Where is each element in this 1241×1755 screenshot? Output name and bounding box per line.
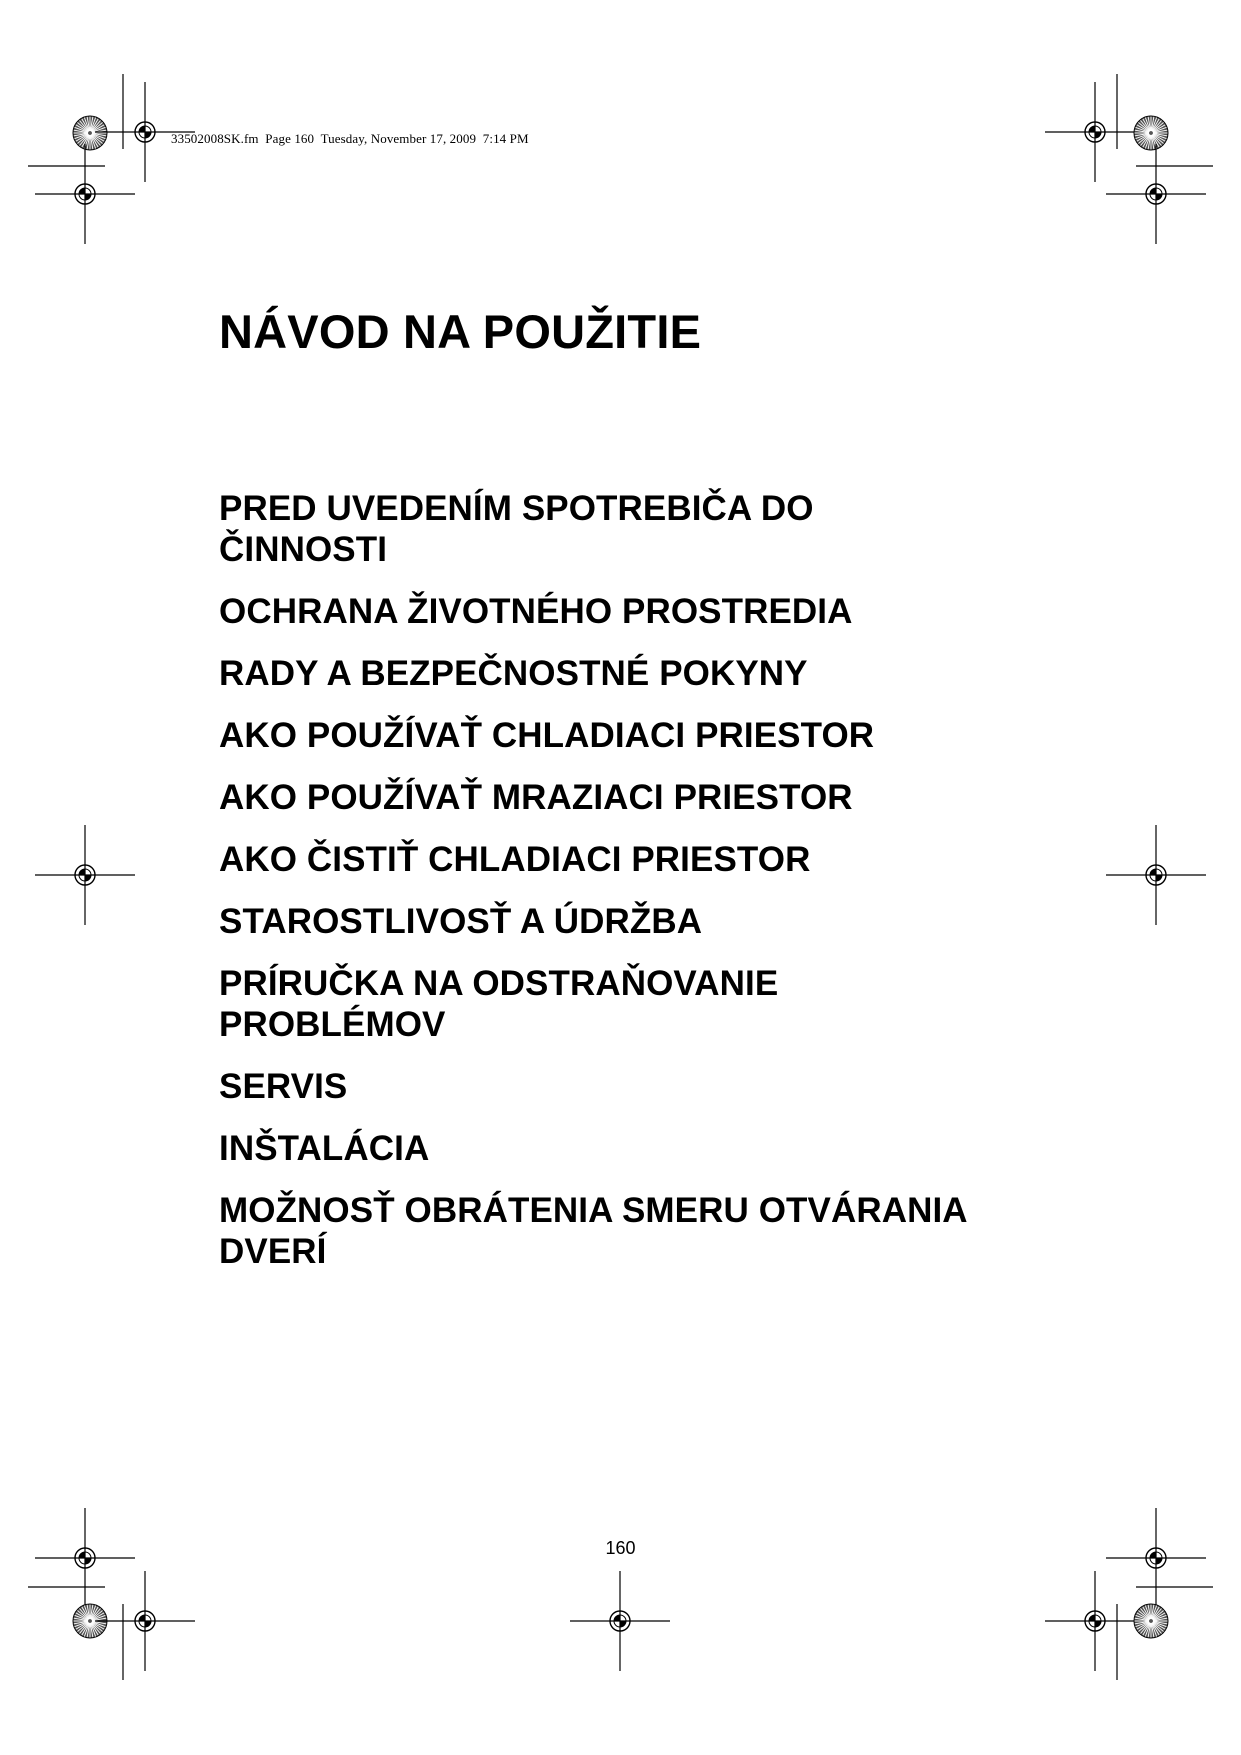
page-title: NÁVOD NA POUŽITIE xyxy=(219,305,702,358)
toc-item: STAROSTLIVOSŤ A ÚDRŽBA xyxy=(219,902,703,941)
registration-target-icon xyxy=(570,1571,670,1671)
registration-target-icon xyxy=(95,1571,195,1671)
toc-item: AKO POUŽÍVAŤ CHLADIACI PRIESTOR xyxy=(219,716,875,755)
toc-item: SERVIS xyxy=(219,1067,348,1106)
toc-item: RADY A BEZPEČNOSTNÉ POKYNY xyxy=(219,654,808,693)
toc-item: PRÍRUČKA NA ODSTRAŇOVANIE PROBLÉMOV xyxy=(219,964,779,1044)
registration-target-icon xyxy=(35,144,135,244)
toc-item: AKO ČISTIŤ CHLADIACI PRIESTOR xyxy=(219,840,811,879)
toc-item: MOŽNOSŤ OBRÁTENIA SMERU OTVÁRANIA DVERÍ xyxy=(219,1191,968,1271)
toc-item: AKO POUŽÍVAŤ MRAZIACI PRIESTOR xyxy=(219,778,853,817)
registration-target-icon xyxy=(1045,82,1145,182)
registration-target-icon xyxy=(1106,144,1206,244)
registration-target-icon xyxy=(1045,1571,1145,1671)
page-number: 160 xyxy=(605,1538,636,1558)
toc-item: OCHRANA ŽIVOTNÉHO PROSTREDIA xyxy=(219,592,853,631)
toc-item: PRED UVEDENÍM SPOTREBIČA DO ČINNOSTI xyxy=(219,489,814,569)
print-info: 33502008SK.fm Page 160 Tuesday, November 17, 2009 7:14 PM xyxy=(171,131,529,146)
starburst-registration-icon xyxy=(1134,116,1168,150)
registration-target-icon xyxy=(1106,825,1206,925)
starburst-registration-icon xyxy=(1134,1604,1168,1638)
toc-item: INŠTALÁCIA xyxy=(219,1129,430,1168)
starburst-registration-icon xyxy=(73,116,107,150)
registration-target-icon xyxy=(35,825,135,925)
table-of-contents xyxy=(219,488,1079,1293)
